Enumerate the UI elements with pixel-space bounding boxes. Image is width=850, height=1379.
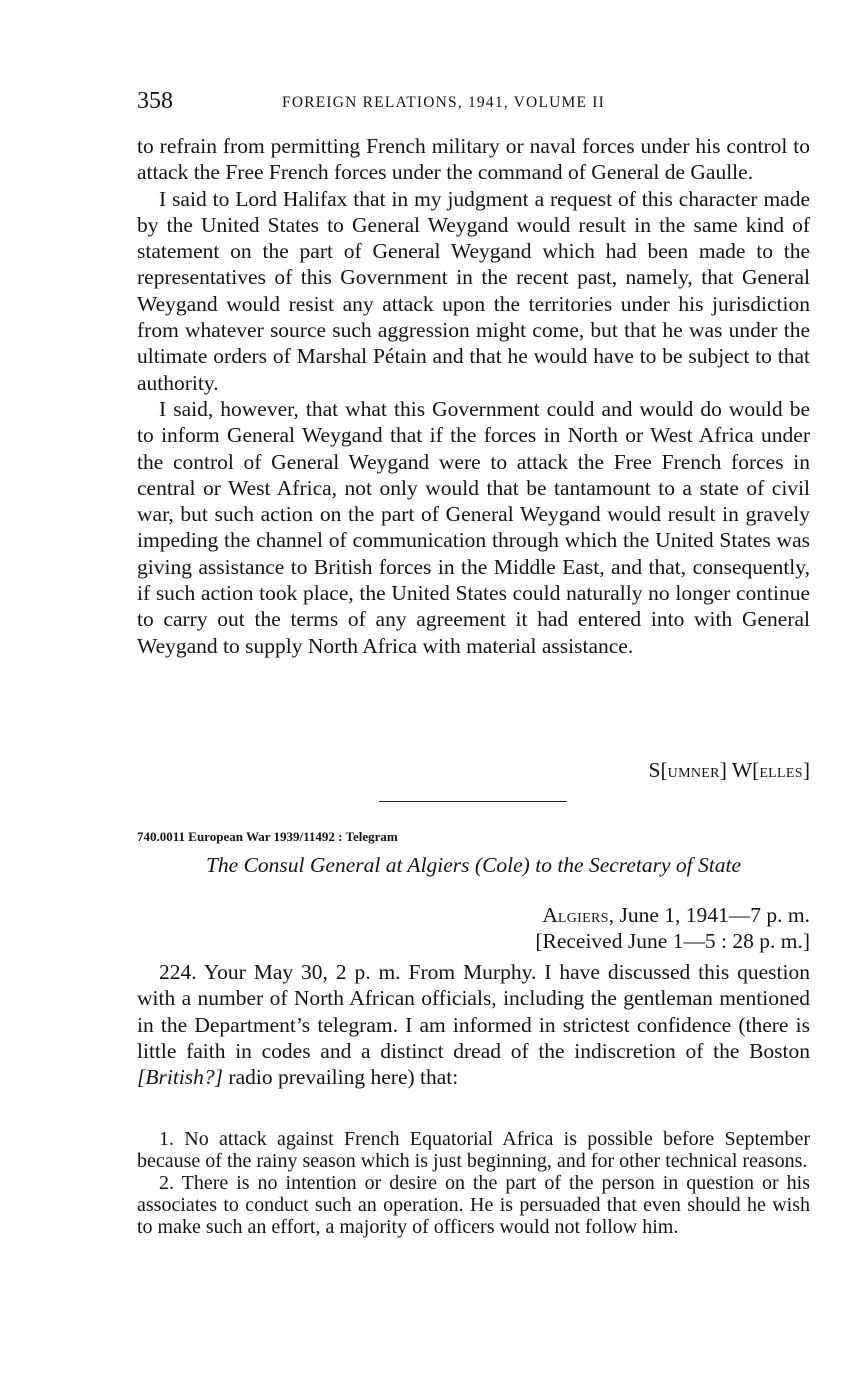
page-number: 358 [137, 88, 173, 114]
memo-body [137, 133, 810, 659]
page-header [137, 88, 810, 118]
signature: S[UMNER] W[ELLES] [648, 758, 810, 782]
document-title: The Consul General at Algiers (Cole) to the Secretary of State [205, 853, 742, 877]
list-item: 2. There is no intention or desire on the part of the person in question or his associates to conduct such an operation. He is persuaded that even should he wish to make such an effort, a majority of officers would not follow him. [137, 1172, 810, 1238]
telegram-paragraph: 224. Your May 30, 2 p. m. From Murphy. I have discussed this question with a number of North African officials, including the gentleman mentioned in the Department’s telegram. I am informed in strictest confidence (there is little faith in codes and a distinct dread of the indiscretion of the Boston [British?] radio prevailing here) that: [137, 960, 810, 1090]
dateline: ALGIERS, June 1, 1941—7 p. m. [542, 903, 810, 927]
file-reference: 740.0011 European War 1939/11492 : Telegram [137, 829, 398, 844]
section-divider [379, 801, 567, 802]
paragraph-halifax: I said to Lord Halifax that in my judgment a request of this character made by the United States to General Weygand would result in the same kind of statement on the part of General Weygand which had been made to the representatives of this Government in the recent past, namely, that General Weygand would resist any attack upon the territories under his jurisdiction from whatever source such aggression might come, but that he was under the ultimate orders of Marshal Pétain and that he would have to be subject to that authority. [137, 186, 810, 395]
paragraph-weygand: I said, however, that what this Government could and would do would be to inform General Weygand that if the forces in North or West Africa under the control of General Weygand were to attack the Free French forces in central or West Africa, not only would that be tantamount to a state of civil war, but such action on the part of General Weygand would result in gravely impeding the channel of communication through which the United States was giving assistance to British forces in the Middle East, and that, consequently, if such action took place, the United States could naturally no longer continue to carry out the terms of any agreement it had entered into with General Weygand to supply North Africa with material assistance. [137, 396, 810, 658]
numbered-list [137, 1128, 810, 1238]
telegram-body [137, 959, 810, 1090]
list-item: 1. No attack against French Equatorial Africa is possible before September because of the rainy season which is just beginning, and for other technical reasons. [137, 1128, 810, 1172]
running-head: FOREIGN RELATIONS, 1941, VOLUME II [282, 94, 605, 111]
paragraph-continuation: to refrain from permitting French military or naval forces under his control to attack the Free French forces under the command of General de Gaulle. [137, 134, 810, 185]
received-line: [Received June 1—5 : 28 p. m.] [535, 929, 810, 953]
